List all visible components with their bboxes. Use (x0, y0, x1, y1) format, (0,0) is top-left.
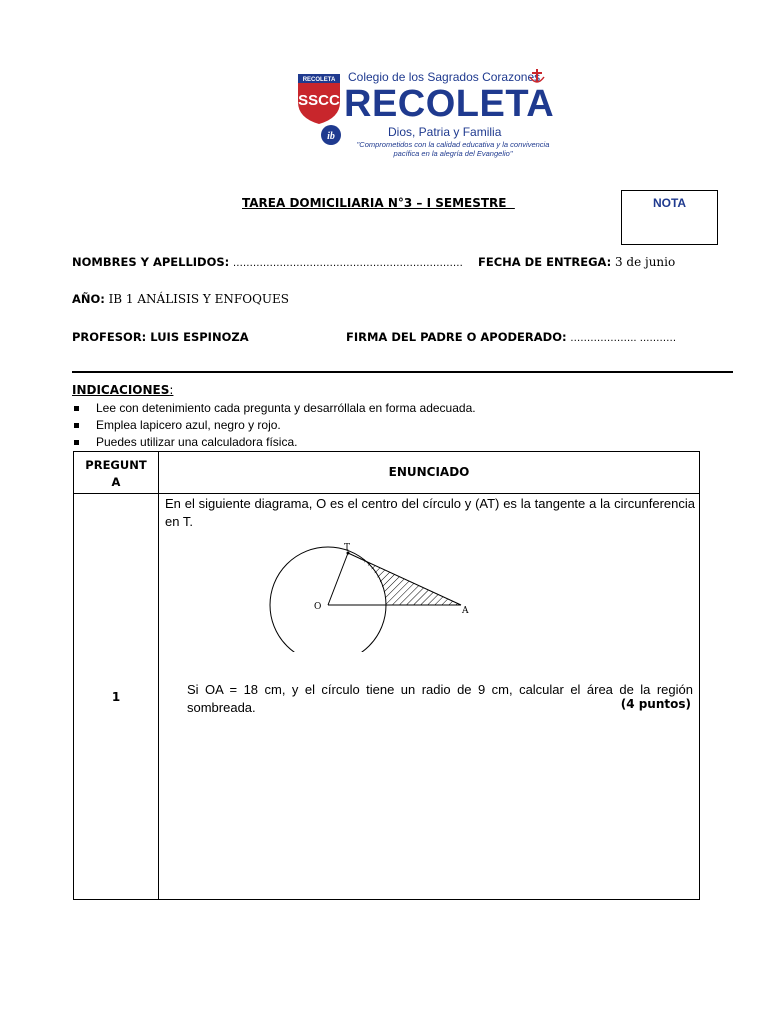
question-points: (4 puntos) (620, 697, 691, 711)
name-dots: …………………………………………………………… (232, 258, 463, 269)
indication-item (72, 400, 476, 417)
indications-colon: : (169, 383, 174, 397)
divider (72, 371, 733, 373)
tangent-circle-diagram (264, 542, 484, 652)
shield-icon (296, 72, 342, 126)
due-date-label: FECHA DE ENTREGA: (478, 255, 612, 269)
question-statement: En el siguiente diagrama, O es el centro del círculo y (AT) es la tangente a la circunferencia en T. (165, 496, 695, 529)
year-value: IB 1 ANÁLISIS Y ENFOQUES (108, 292, 290, 306)
indication-text: Emplea lapicero azul, negro y rojo. (96, 418, 281, 432)
school-title: RECOLETA (344, 83, 555, 125)
school-logo (296, 68, 558, 168)
due-date-value: 3 de junio (614, 255, 676, 269)
indications-title (72, 383, 173, 397)
school-tagline: "Comprometidos con la calidad educativa y la convivencia pacífica en la alegría del Evangelio" (356, 140, 550, 158)
label-t: T (344, 543, 351, 553)
grade-box[interactable] (621, 190, 718, 245)
year-label: AÑO: (72, 292, 105, 306)
indication-text: Lee con detenimiento cada pregunta y desarróllala en forma adecuada. (96, 401, 476, 415)
due-date-field (478, 255, 675, 269)
indication-text: Puedes utilizar una calculadora física. (96, 435, 298, 449)
grade-label: NOTA (652, 196, 687, 210)
indication-item (72, 434, 476, 451)
shield-letters: SSCC (298, 92, 340, 109)
bullet-icon (74, 406, 79, 411)
shield-text: RECOLETA (302, 77, 336, 83)
school-motto: Dios, Patria y Familia (388, 125, 502, 139)
indications-list (72, 400, 476, 451)
name-label: NOMBRES Y APELLIDOS: (72, 255, 230, 269)
table-row-divider (74, 493, 699, 494)
year-field (72, 292, 289, 306)
question-number: 1 (111, 690, 121, 704)
page-title: TAREA DOMICILIARIA N°3 – I SEMESTRE (242, 196, 515, 210)
header-pregunta: PREGUNT A (85, 458, 147, 489)
header-enunciado: ENUNCIADO (388, 465, 470, 479)
segment-ot (328, 553, 348, 605)
label-o: O (314, 602, 322, 612)
bullet-icon (74, 440, 79, 445)
question-text: Si OA = 18 cm, y el círculo tiene un radio de 9 cm, calcular el área de la región sombreada. (187, 682, 693, 715)
questions-table (73, 451, 700, 900)
indications-title-text: INDICACIONES (72, 383, 170, 397)
parent-signature-dots: ……………….. ..……… (570, 333, 677, 344)
teacher-field (72, 330, 249, 344)
parent-signature-field[interactable] (346, 330, 676, 344)
teacher-label: PROFESOR: LUIS ESPINOZA (72, 330, 249, 344)
bullet-icon (74, 423, 79, 428)
indication-item (72, 417, 476, 434)
name-field[interactable] (72, 255, 463, 269)
parent-signature-label: FIRMA DEL PADRE O APODERADO: (346, 330, 567, 344)
ib-logo-icon (320, 124, 342, 146)
table-column-divider (158, 452, 159, 899)
school-name: Colegio de los Sagrados Corazones (348, 70, 541, 84)
ib-mark: ib (327, 131, 335, 142)
label-a: A (462, 606, 469, 616)
